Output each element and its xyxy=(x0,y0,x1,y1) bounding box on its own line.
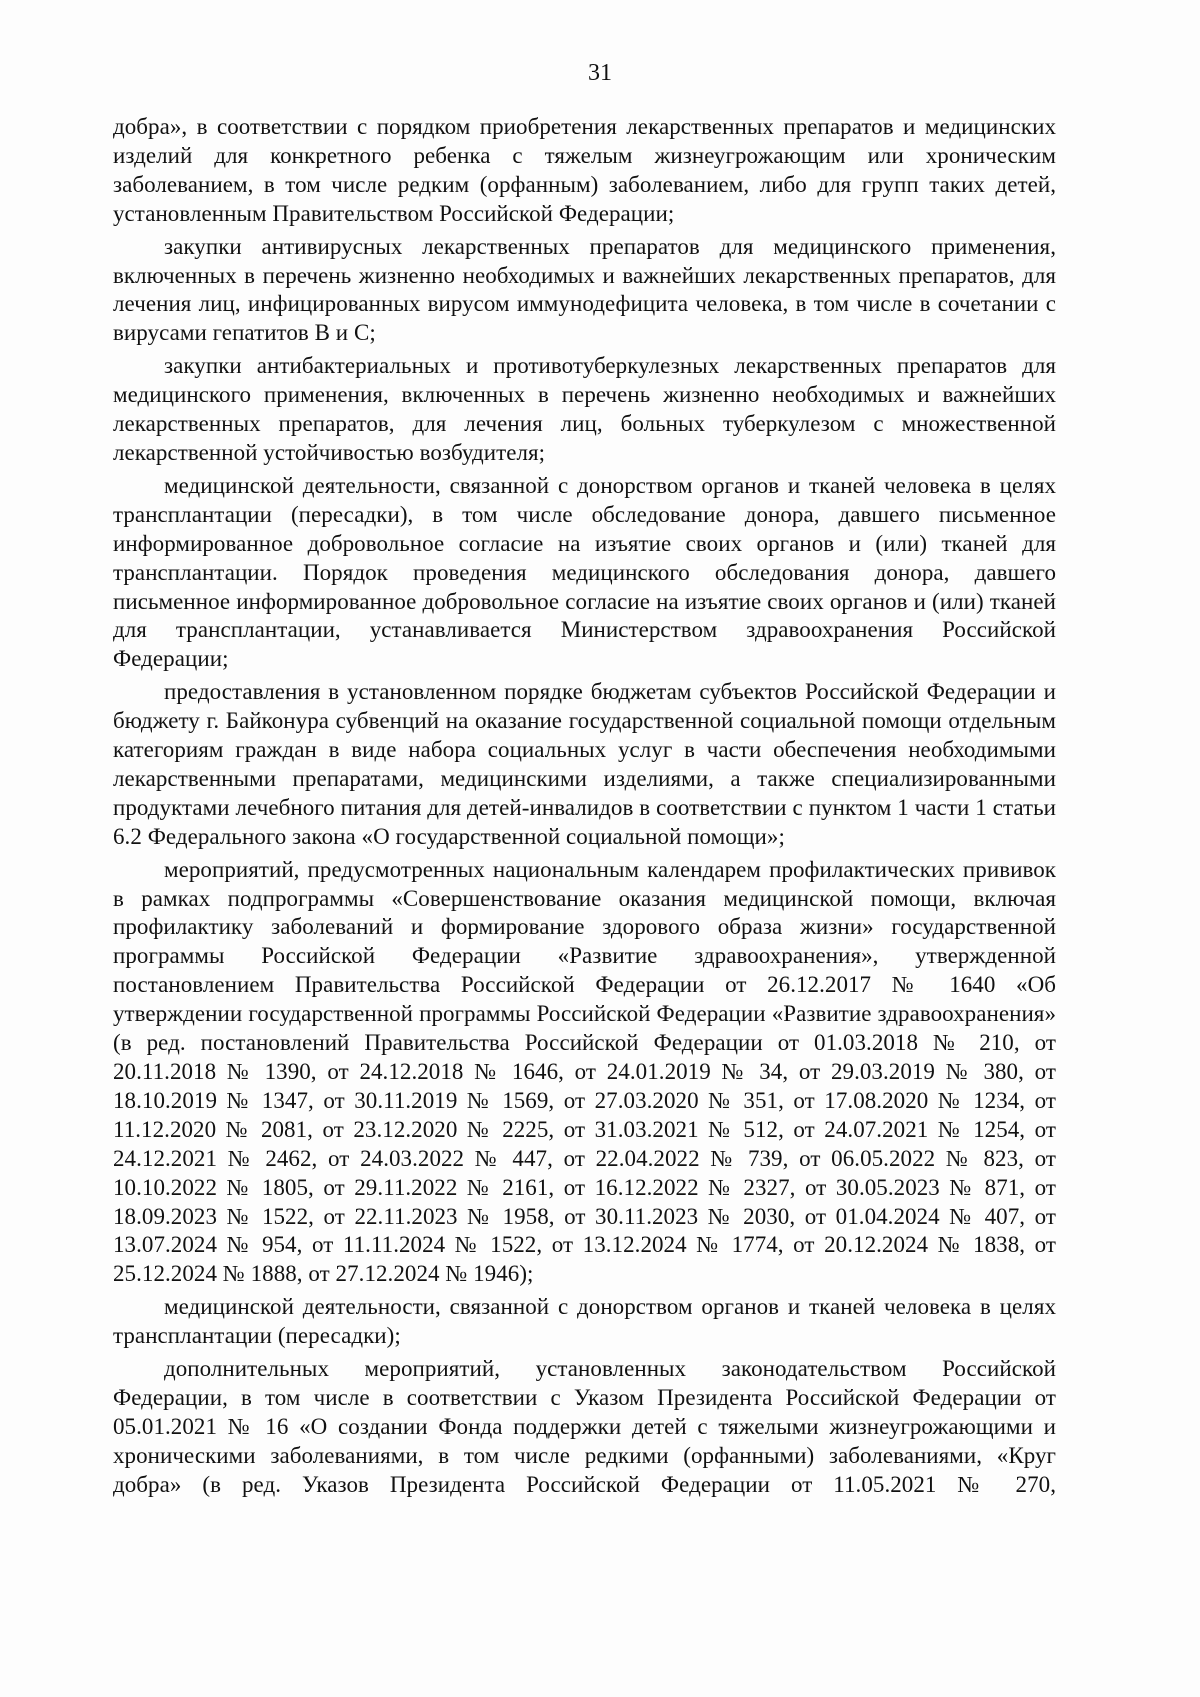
document-body xyxy=(113,113,1056,1504)
paragraph-additional-measures: дополнительных мероприятий, установленных законодательством Российской Федерации, в том числе в соответствии с Указом Президента Российской Федерации от 05.01.2021 № 16 «О создании Фонда поддержки детей с тяжелыми жизнеугрожающими и хроническими заболеваниями, в том числе редкими (орфанными) заболеваниями, «Круг добра» (в ред. Указов Президента Российской Федерации от 11.05.2021 № 270, xyxy=(113,1356,1056,1497)
paragraph-continuation: добра», в соответствии с порядком приобретения лекарственных препаратов и медицинских изделий для конкретного ребенка с тяжелым жизнеугрожающим или хроническим заболеванием, в том числе редким (орфанным) заболеванием, либо для групп таких детей, установленным Правительством Российской Федерации; xyxy=(113,114,1056,226)
paragraph-antibacterial-procurement: закупки антибактериальных и противотуберкулезных лекарственных препаратов для медицинского применения, включенных в перечень жизненно необходимых и важнейших лекарственных препаратов, для лечения лиц, больных туберкулезом с множественной лекарственной устойчивостью возбудителя; xyxy=(113,353,1056,465)
paragraph-donor-transplantation: медицинской деятельности, связанной с донорством органов и тканей человека в целях трансплантации (пересадки), в том числе обследование донора, давшего письменное информированное добровольное согласие на изъятие своих органов и (или) тканей для трансплантации. Порядок проведения медицинского обследования донора, давшего письменное информированное добровольное согласие на изъятие своих органов и (или) тканей для трансплантации, устанавливается Министерством здравоохранения Российской Федерации; xyxy=(113,472,1056,672)
paragraph-subventions: предоставления в установленном порядке бюджетам субъектов Российской Федерации и бюджету г. Байконура субвенций на оказание государственной социальной помощи отдельным категориям граждан в виде набора социальных услуг в части обеспечения необходимыми лекарственными препаратами, медицинскими изделиями, а также специализированными продуктами лечебного питания для детей-инвалидов в соответствии с пунктом 1 части 1 статьи 6.2 Федерального закона «О государственной социальной помощи»; xyxy=(113,679,1056,849)
page-number: 31 xyxy=(588,60,612,86)
paragraph-donor-transplantation-short: медицинской деятельности, связанной с донорством органов и тканей человека в целях трансплантации (пересадки); xyxy=(113,1294,1056,1349)
paragraph-vaccination-calendar: мероприятий, предусмотренных национальным календарем профилактических прививок в рамках подпрограммы «Совершенствование оказания медицинской помощи, включая профилактику заболеваний и формирование здорового образа жизни» государственной программы Российской Федерации «Развитие здравоохранения», утвержденной постановлением Правительства Российской Федерации от 26.12.2017 № 1640 «Об утверждении государственной программы Российской Федерации «Развитие здравоохранения» (в ред. постановлений Правительства Российской Федерации от 01.03.2018 № 210, от 20.11.2018 № 1390, от 24.12.2018 № 1646, от 24.01.2019 № 34, от 29.03.2019 № 380, от 18.10.2019 № 1347, от 30.11.2019 № 1569, от 27.03.2020 № 351, от 17.08.2020 № 1234, от 11.12.2020 № 2081, от 23.12.2020 № 2225, от 31.03.2021 № 512, от 24.07.2021 № 1254, от 24.12.2021 № 2462, от 24.03.2022 № 447, от 22.04.2022 № 739, от 06.05.2022 № 823, от 10.10.2022 № 1805, от 29.11.2022 № 2161, от 16.12.2022 № 2327, от 30.05.2023 № 871, от 18.09.2023 № 1522, от 22.11.2023 № 1958, от 30.11.2023 № 2030, от 01.04.2024 № 407, от 13.07.2024 № 954, от 11.11.2024 № 1522, от 13.12.2024 № 1774, от 20.12.2024 № 1838, от 25.12.2024 № 1888, от 27.12.2024 № 1946); xyxy=(113,856,1056,1287)
paragraph-antiviral-procurement: закупки антивирусных лекарственных препаратов для медицинского применения, включенных в перечень жизненно необходимых и важнейших лекарственных препаратов, для лечения лиц, инфицированных вирусом иммунодефицита человека, в том числе в сочетании с вирусами гепатитов B и C; xyxy=(113,233,1056,346)
